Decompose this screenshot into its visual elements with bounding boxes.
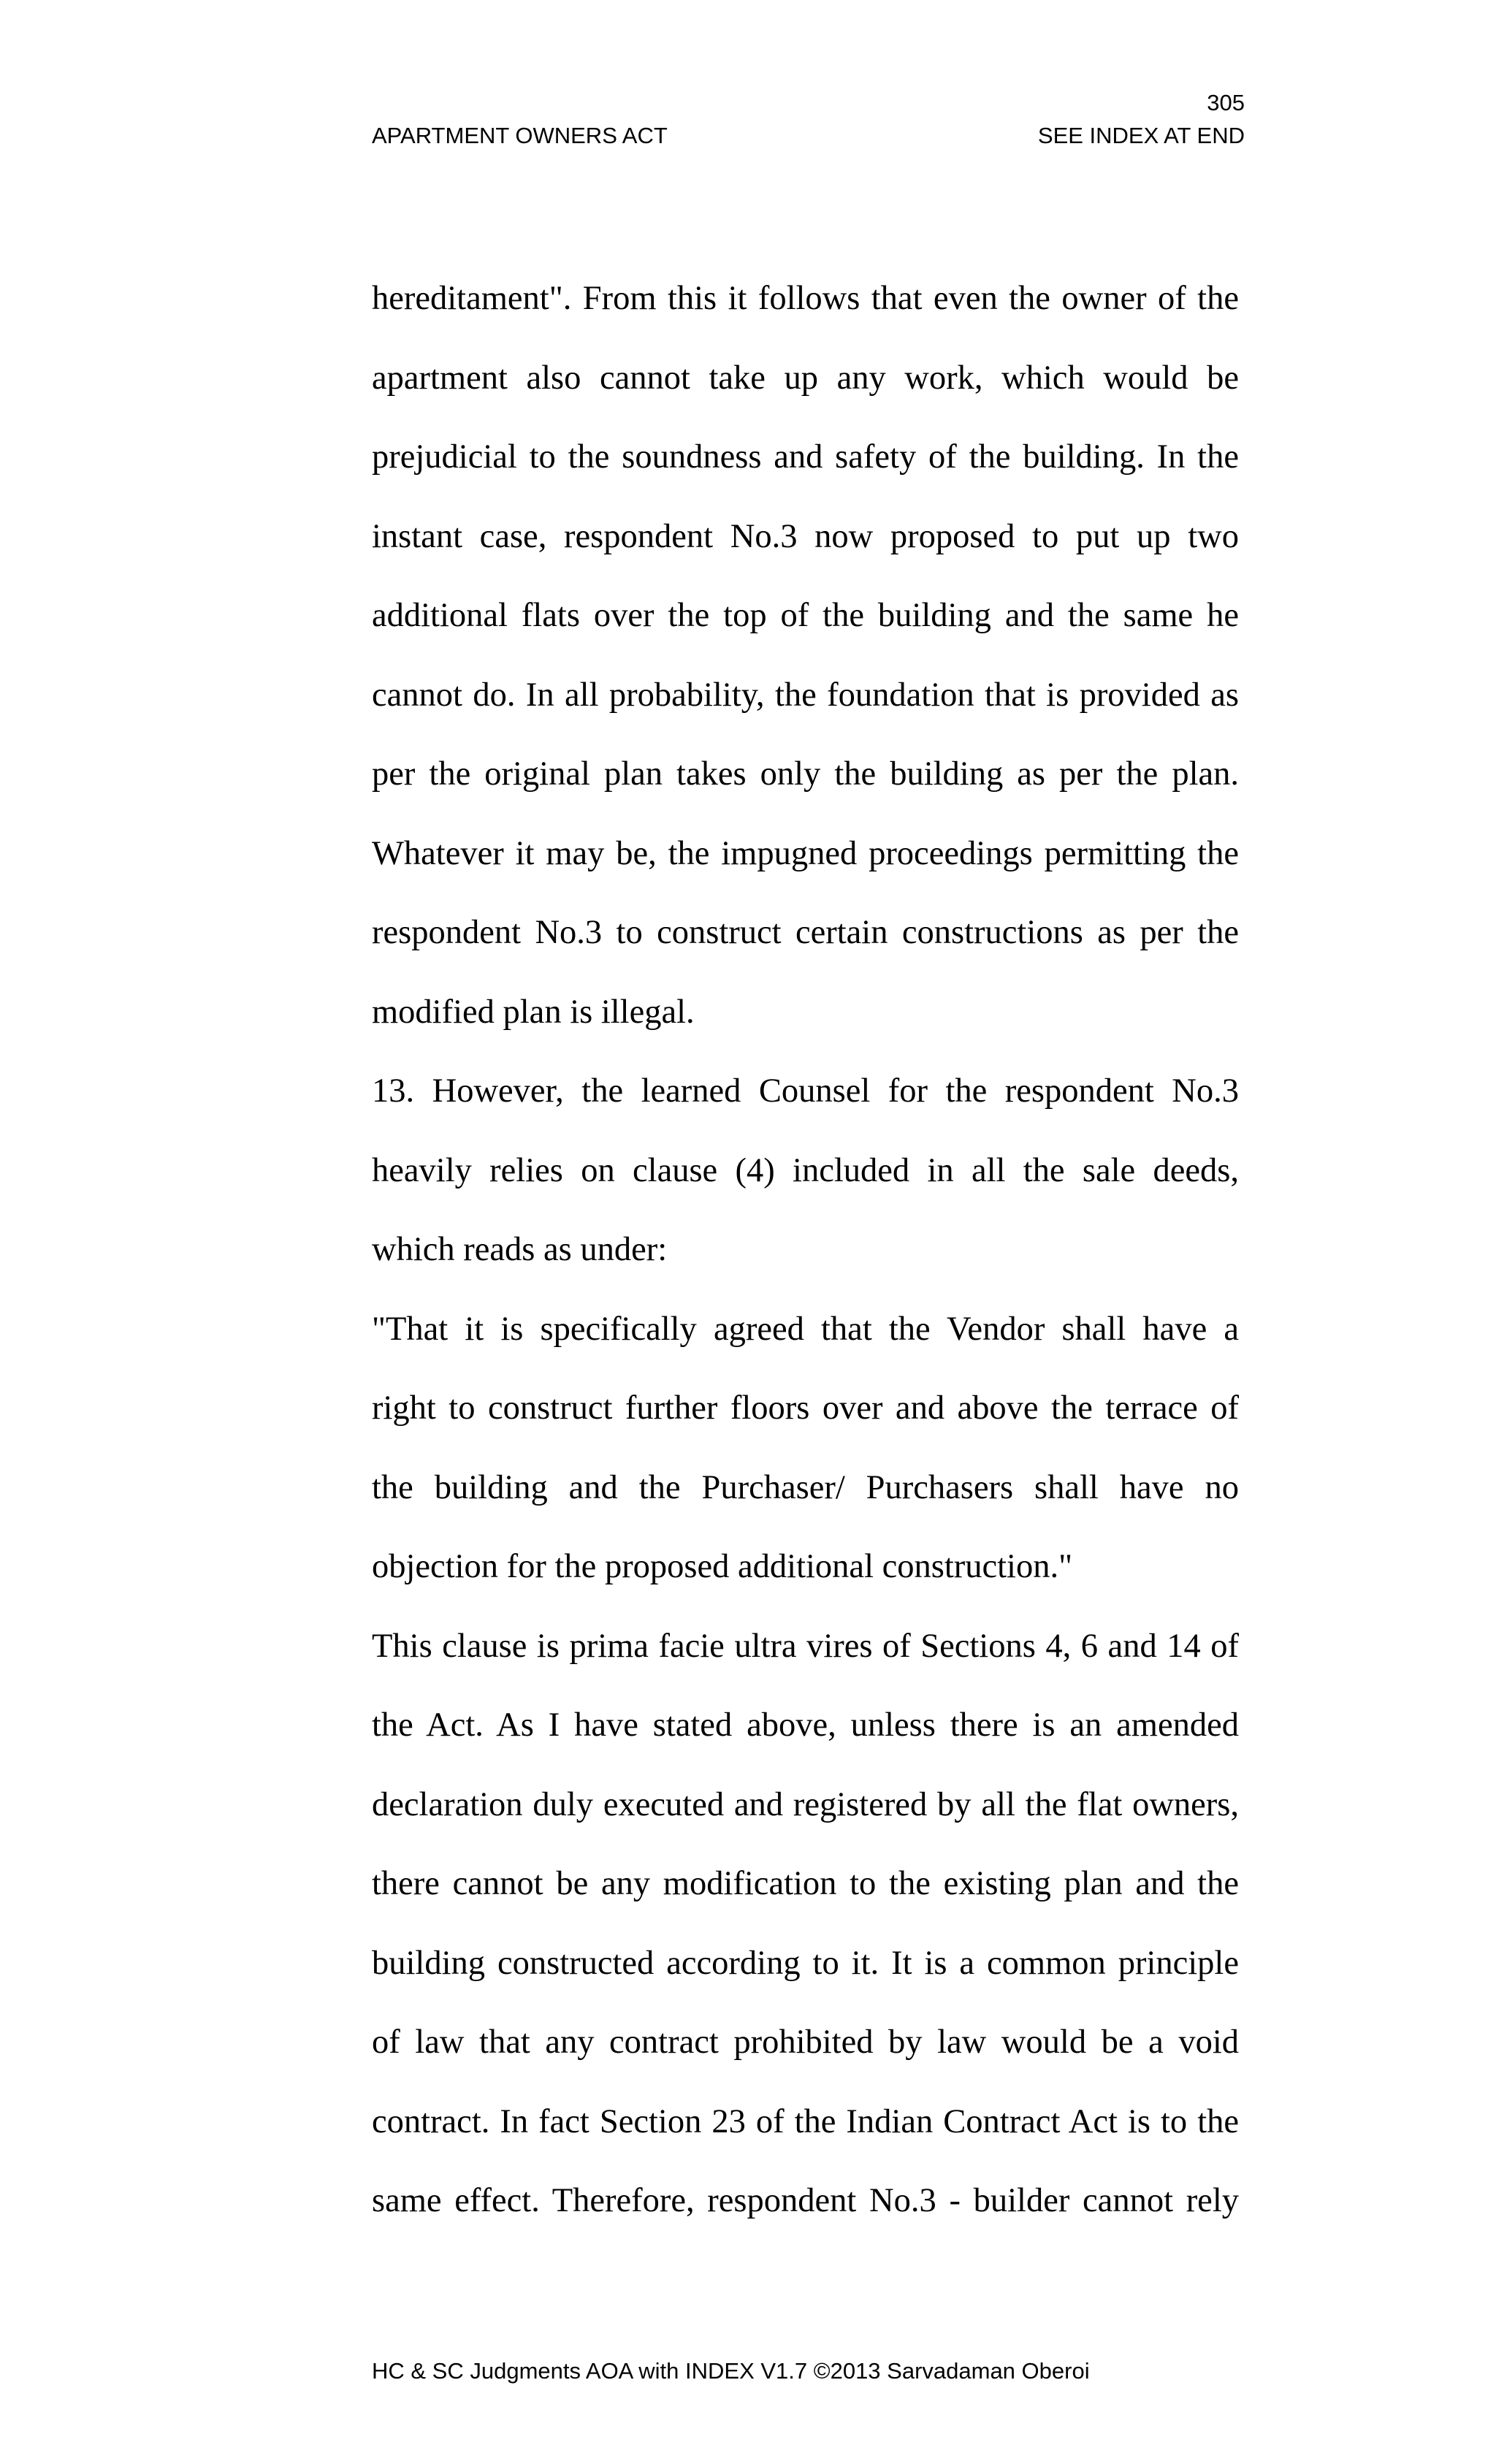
text-line: contract. In fact Section 23 of the Indian Contract Act is to the (372, 2102, 1239, 2140)
text-line: building constructed according to it. It is a common principle (372, 1944, 1239, 1982)
text-line: prejudicial to the soundness and safety of the building. In the (372, 438, 1239, 476)
text-line: cannot do. In all probability, the foundation that is provided as (372, 676, 1239, 714)
judgment-body-text (372, 259, 1239, 2241)
text-line: respondent No.3 to construct certain constructions as per the (372, 914, 1239, 951)
paragraph-13-line: 13. However, the learned Counsel for the respondent No.3 (372, 1072, 1239, 1110)
text-line: which reads as under: (372, 1231, 668, 1268)
text-line: hereditament". From this it follows that even the owner of the (372, 280, 1239, 317)
text-line: Whatever it may be, the impugned proceedings permitting the (372, 834, 1239, 872)
text-line: there cannot be any modification to the existing plan and the (372, 1865, 1239, 1902)
page-footer: HC & SC Judgments AOA with INDEX V1.7 ©2013 Sarvadaman Oberoi (372, 2358, 1090, 2384)
quoted-clause-line: "That it is specifically agreed that the Vendor shall have a (372, 1310, 1239, 1348)
text-line: declaration duly executed and registered by all the flat owners, (372, 1785, 1239, 1823)
quoted-clause-line: objection for the proposed additional construction." (372, 1548, 1073, 1585)
text-line: of law that any contract prohibited by law would be a void (372, 2024, 1239, 2061)
text-line: the Act. As I have stated above, unless there is an amended (372, 1706, 1239, 1744)
text-line: per the original plan takes only the building as per the plan. (372, 755, 1239, 793)
text-line: heavily relies on clause (4) included in all the sale deeds, (372, 1151, 1239, 1189)
running-header-index-note: SEE INDEX AT END (1037, 123, 1245, 148)
page-number: 305 (1207, 90, 1245, 115)
text-line: This clause is prima facie ultra vires of Sections 4, 6 and 14 of (372, 1627, 1239, 1665)
running-header-title: APARTMENT OWNERS ACT (372, 123, 668, 148)
text-line: apartment also cannot take up any work, which would be (372, 359, 1239, 397)
text-line: instant case, respondent No.3 now proposed to put up two (372, 517, 1239, 555)
text-line: same effect. Therefore, respondent No.3 - builder cannot rely (372, 2182, 1239, 2219)
text-line: additional flats over the top of the building and the same he (372, 597, 1239, 634)
quoted-clause-line: right to construct further floors over and above the terrace of (372, 1389, 1239, 1427)
quoted-clause-line: the building and the Purchaser/ Purchasers shall have no (372, 1468, 1239, 1506)
text-line: modified plan is illegal. (372, 993, 695, 1031)
